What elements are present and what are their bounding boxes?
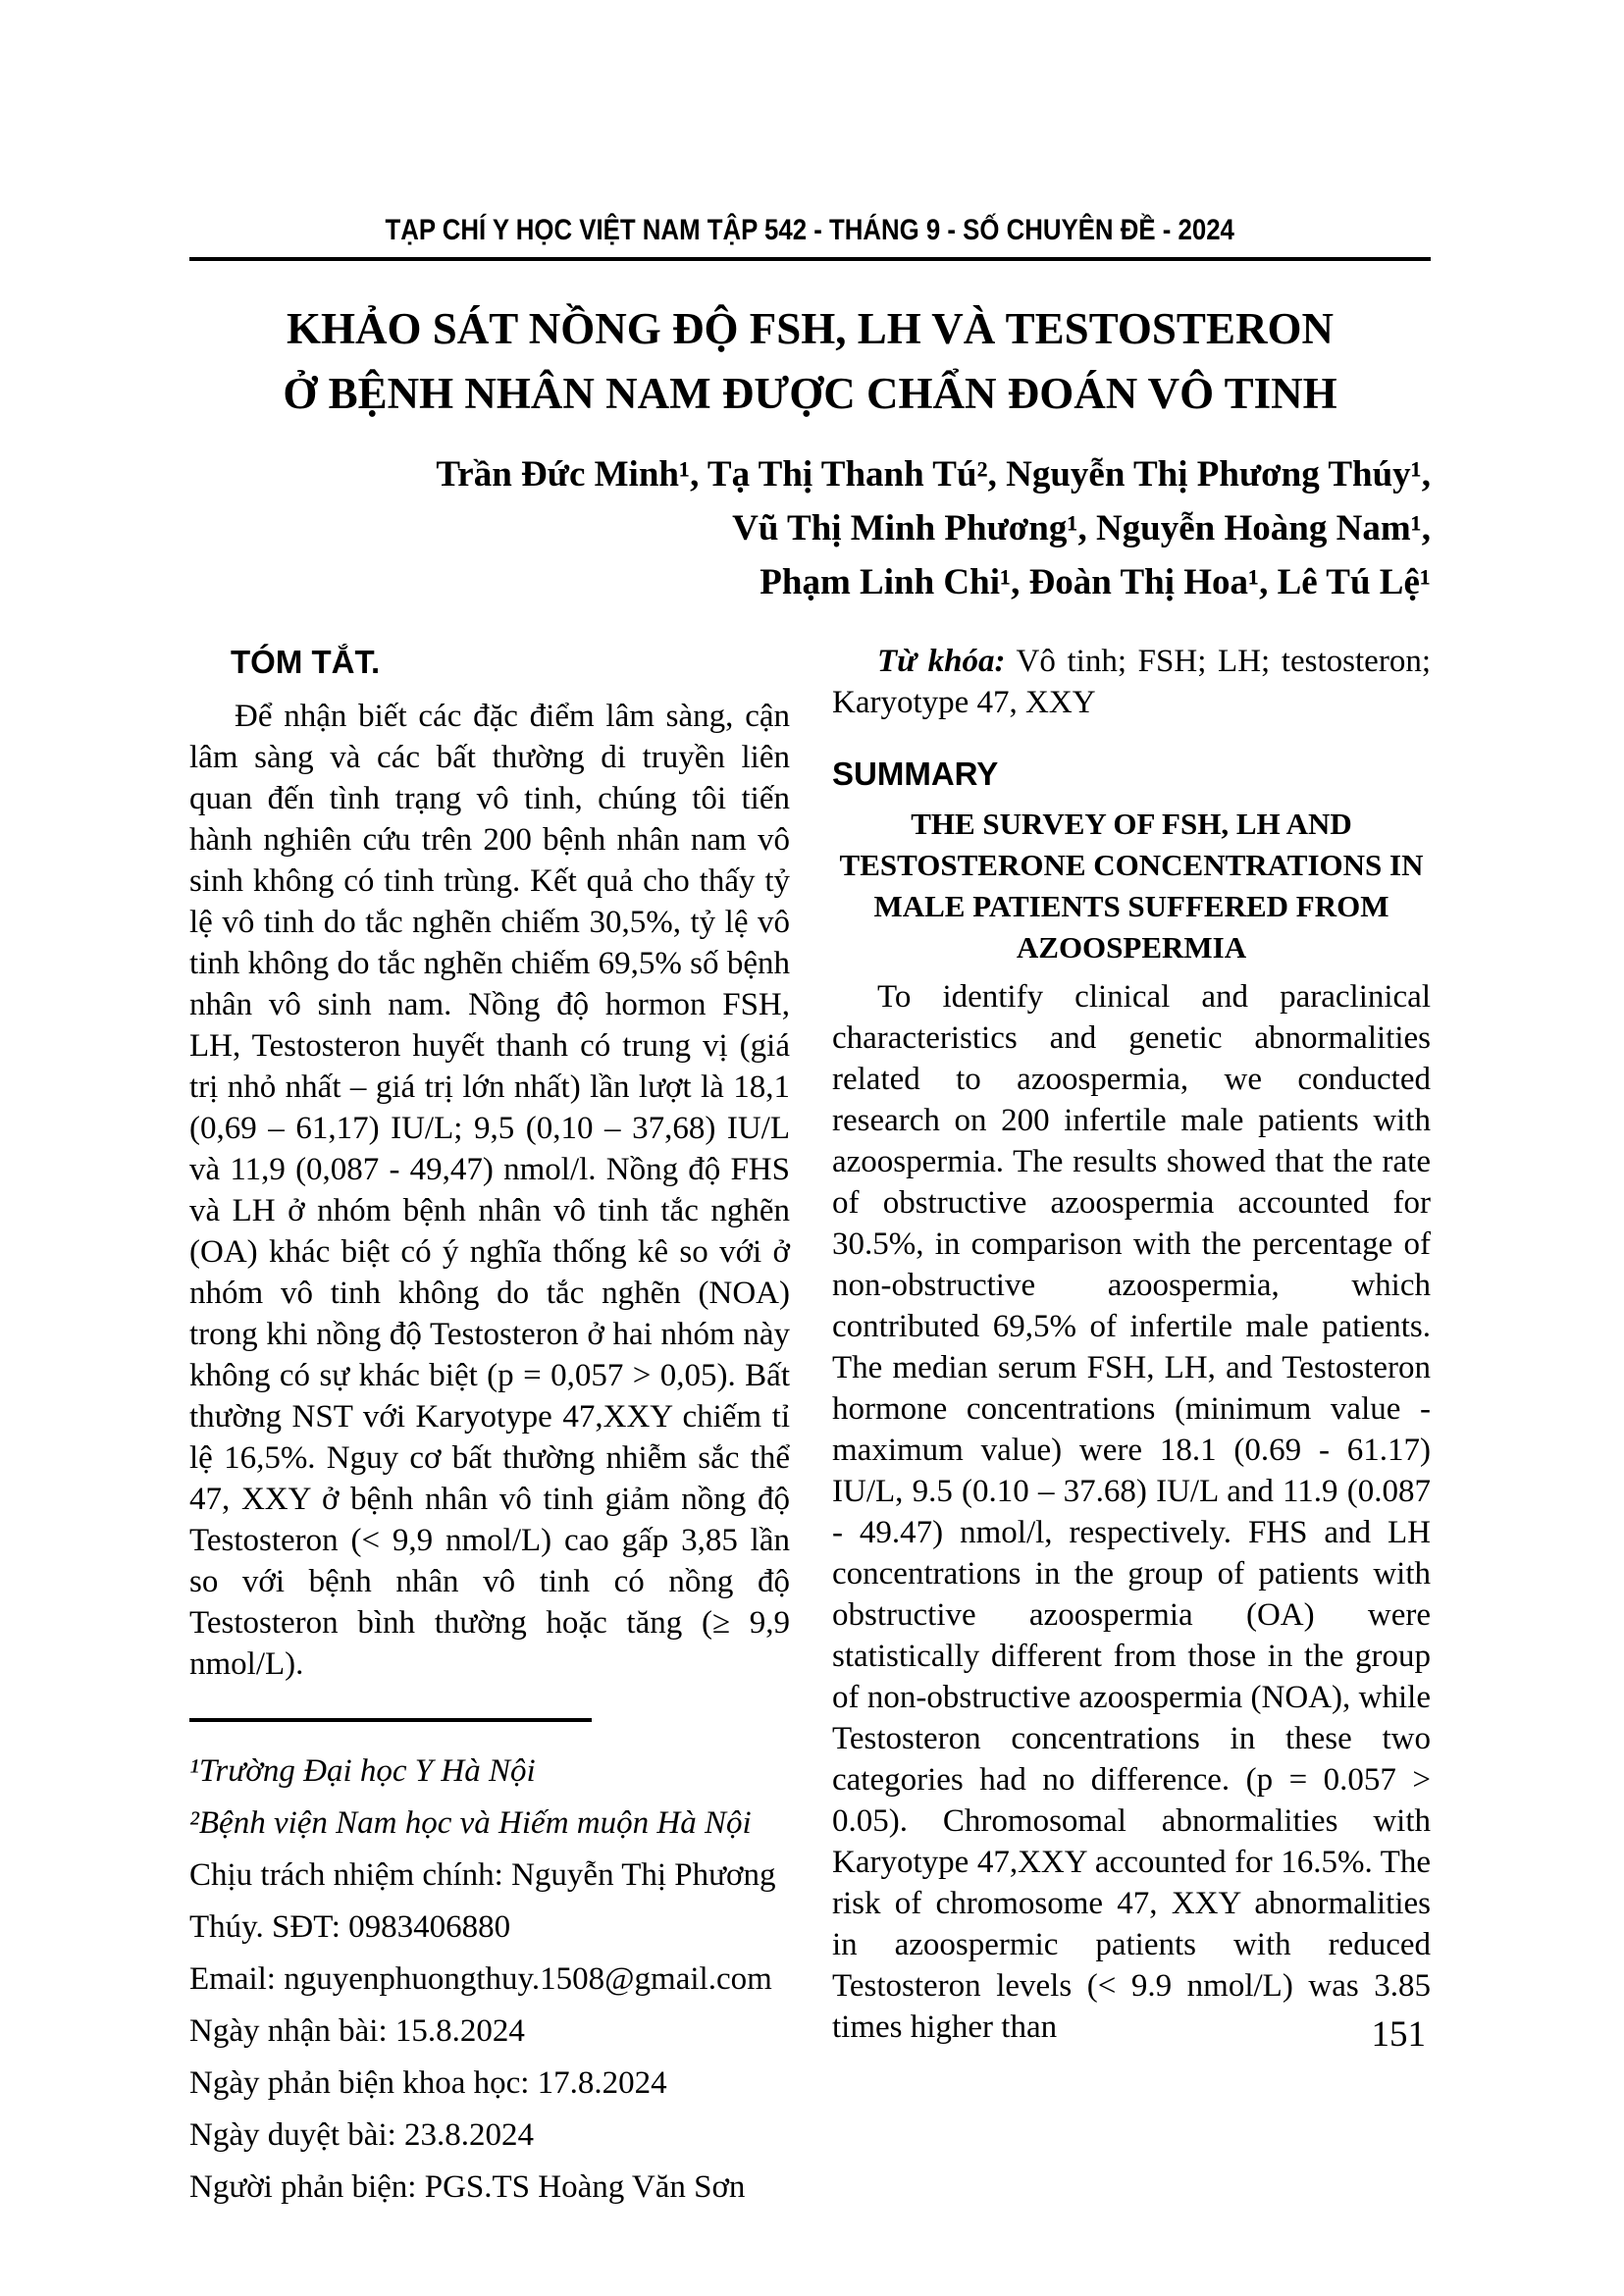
authors-line: Trần Đức Minh¹, Tạ Thị Thanh Tú², Nguyễn Thị Phương Thúy¹, bbox=[436, 454, 1431, 495]
journal-header-text: TẠP CHÍ Y HỌC VIỆT NAM TẬP 542 - THÁNG 9 - SỐ CHUYÊN ĐỀ - 2024 bbox=[385, 214, 1235, 246]
abstract-vi-paragraph: Để nhận biết các đặc điểm lâm sàng, cận lâm sàng và các bất thường di truyền liên quan đến tình trạng vô tinh, chúng tôi tiến hành nghiên cứu trên 200 bệnh nhân nam vô sinh không có tinh trùng. Kết quả cho thấy tỷ lệ vô tinh do tắc nghẽn chiếm 30,5%, tỷ lệ vô tinh không do tắc nghẽn chiếm 69,5% số bệnh nhân vô sinh nam. Nồng độ hormon FSH, LH, Testosteron huyết thanh có trung vị (giá trị nhỏ nhất – giá trị lớn nhất) lần lượt là 18,1 (0,69 – 61,17) IU/L; 9,5 (0,10 – 37,68) IU/L và 11,9 (0,087 - 49,47) nmol/l. Nồng độ FHS và LH ở nhóm bệnh nhân vô tinh tắc nghẽn (OA) khác biệt có ý nghĩa thống kê so với ở nhóm vô tinh không do tắc nghẽn (NOA) trong khi nồng độ Testosteron ở hai nhóm này không có sự khác biệt (p = 0,057 > 0,05). Bất thường NST với Karyotype 47,XXY chiếm tỉ lệ 16,5%. Nguy cơ bất thường nhiễm sắc thể 47, XXY ở bệnh nhân vô tinh giảm nồng độ Testosteron (< 9,9 nmol/L) cao gấp 3,85 lần so với bệnh nhân vô tinh có nồng độ Testosteron bình thường hoặc tăng (≥ 9,9 nmol/L). bbox=[189, 699, 790, 1682]
affiliation-line: ¹Trường Đại học Y Hà Nội bbox=[189, 1753, 536, 1789]
footnote-line-email: Email: nguyenphuongthuy.1508@gmail.com bbox=[189, 1961, 772, 1997]
affiliation-line: ²Bệnh viện Nam học và Hiếm muộn Hà Nội bbox=[189, 1805, 752, 1841]
authors-line: Vũ Thị Minh Phương¹, Nguyễn Hoàng Nam¹, bbox=[732, 508, 1431, 548]
authors-line: Phạm Linh Chi¹, Đoàn Thị Hoa¹, Lê Tú Lệ¹ bbox=[760, 562, 1431, 602]
journal-running-header bbox=[189, 214, 1431, 261]
footnote-line-review-date: Ngày phản biện khoa học: 17.8.2024 bbox=[189, 2065, 667, 2101]
footnote-line-received-date: Ngày nhận bài: 15.8.2024 bbox=[189, 2013, 525, 2049]
footnote-line-reviewer: Người phản biện: PGS.TS Hoàng Văn Sơn bbox=[189, 2169, 746, 2205]
right-column bbox=[832, 641, 1431, 2048]
article-title-en: THE SURVEY OF FSH, LH AND TESTOSTERONE CONCENTRATIONS IN MALE PATIENTS SUFFERED FROM AZOOSPERMIA bbox=[839, 807, 1424, 965]
footnote-block bbox=[189, 1718, 790, 2214]
keywords-text: Vô tinh; FSH; LH; testosteron; Karyotype 47, XXY bbox=[832, 644, 1431, 720]
abstract-vi-heading: TÓM TẮT. bbox=[231, 644, 381, 680]
left-column bbox=[189, 641, 790, 2214]
footnote-line-corresponding-author: Chịu trách nhiệm chính: Nguyễn Thị Phương Thúy. SĐT: 0983406880 bbox=[189, 1857, 776, 1945]
keywords-paragraph bbox=[832, 641, 1431, 723]
keywords-label: Từ khóa: bbox=[877, 644, 1006, 679]
two-column-body bbox=[189, 641, 1431, 2214]
abstract-en-paragraph: To identify clinical and paraclinical characteristics and genetic abnormalities related to azoospermia, we conducted research on 200 infertile male patients with azoospermia. The results showed that the rate of obstructive azoospermia accounted for 30.5%, in comparison with the percentage of non-obstructive azoospermia, which contributed 69,5% of infertile male patients. The median serum FSH, LH, and Testosteron hormone concentrations (minimum value - maximum value) were 18.1 (0.69 - 61.17) IU/L, 9.5 (0.10 – 37.68) IU/L and 11.9 (0.087 - 49.47) nmol/l, respectively. FHS and LH concentrations in the group of patients with obstructive azoospermia (OA) were statistically different from those in the group of non-obstructive azoospermia (NOA), while Testosteron concentrations in these two categories had no difference. (p = 0.057 > 0.05). Chromosomal abnormalities with Karyotype 47,XXY accounted for 16.5%. The risk of chromosome 47, XXY abnormalities in azoospermic patients with reduced Testosteron levels (< 9.9 nmol/L) was 3.85 times higher than bbox=[832, 979, 1431, 2045]
footnote-line-accepted-date: Ngày duyệt bài: 23.8.2024 bbox=[189, 2117, 535, 2153]
abstract-en-heading: SUMMARY bbox=[832, 756, 999, 792]
authors-block bbox=[189, 447, 1431, 609]
page-number: 151 bbox=[1371, 2014, 1426, 2055]
footnote-separator-rule bbox=[189, 1718, 592, 1722]
article-title-vi: KHẢO SÁT NỒNG ĐỘ FSH, LH VÀ TESTOSTERON Ở BỆNH NHÂN NAM ĐƯỢC CHẨN ĐOÁN VÔ TINH bbox=[283, 304, 1337, 418]
